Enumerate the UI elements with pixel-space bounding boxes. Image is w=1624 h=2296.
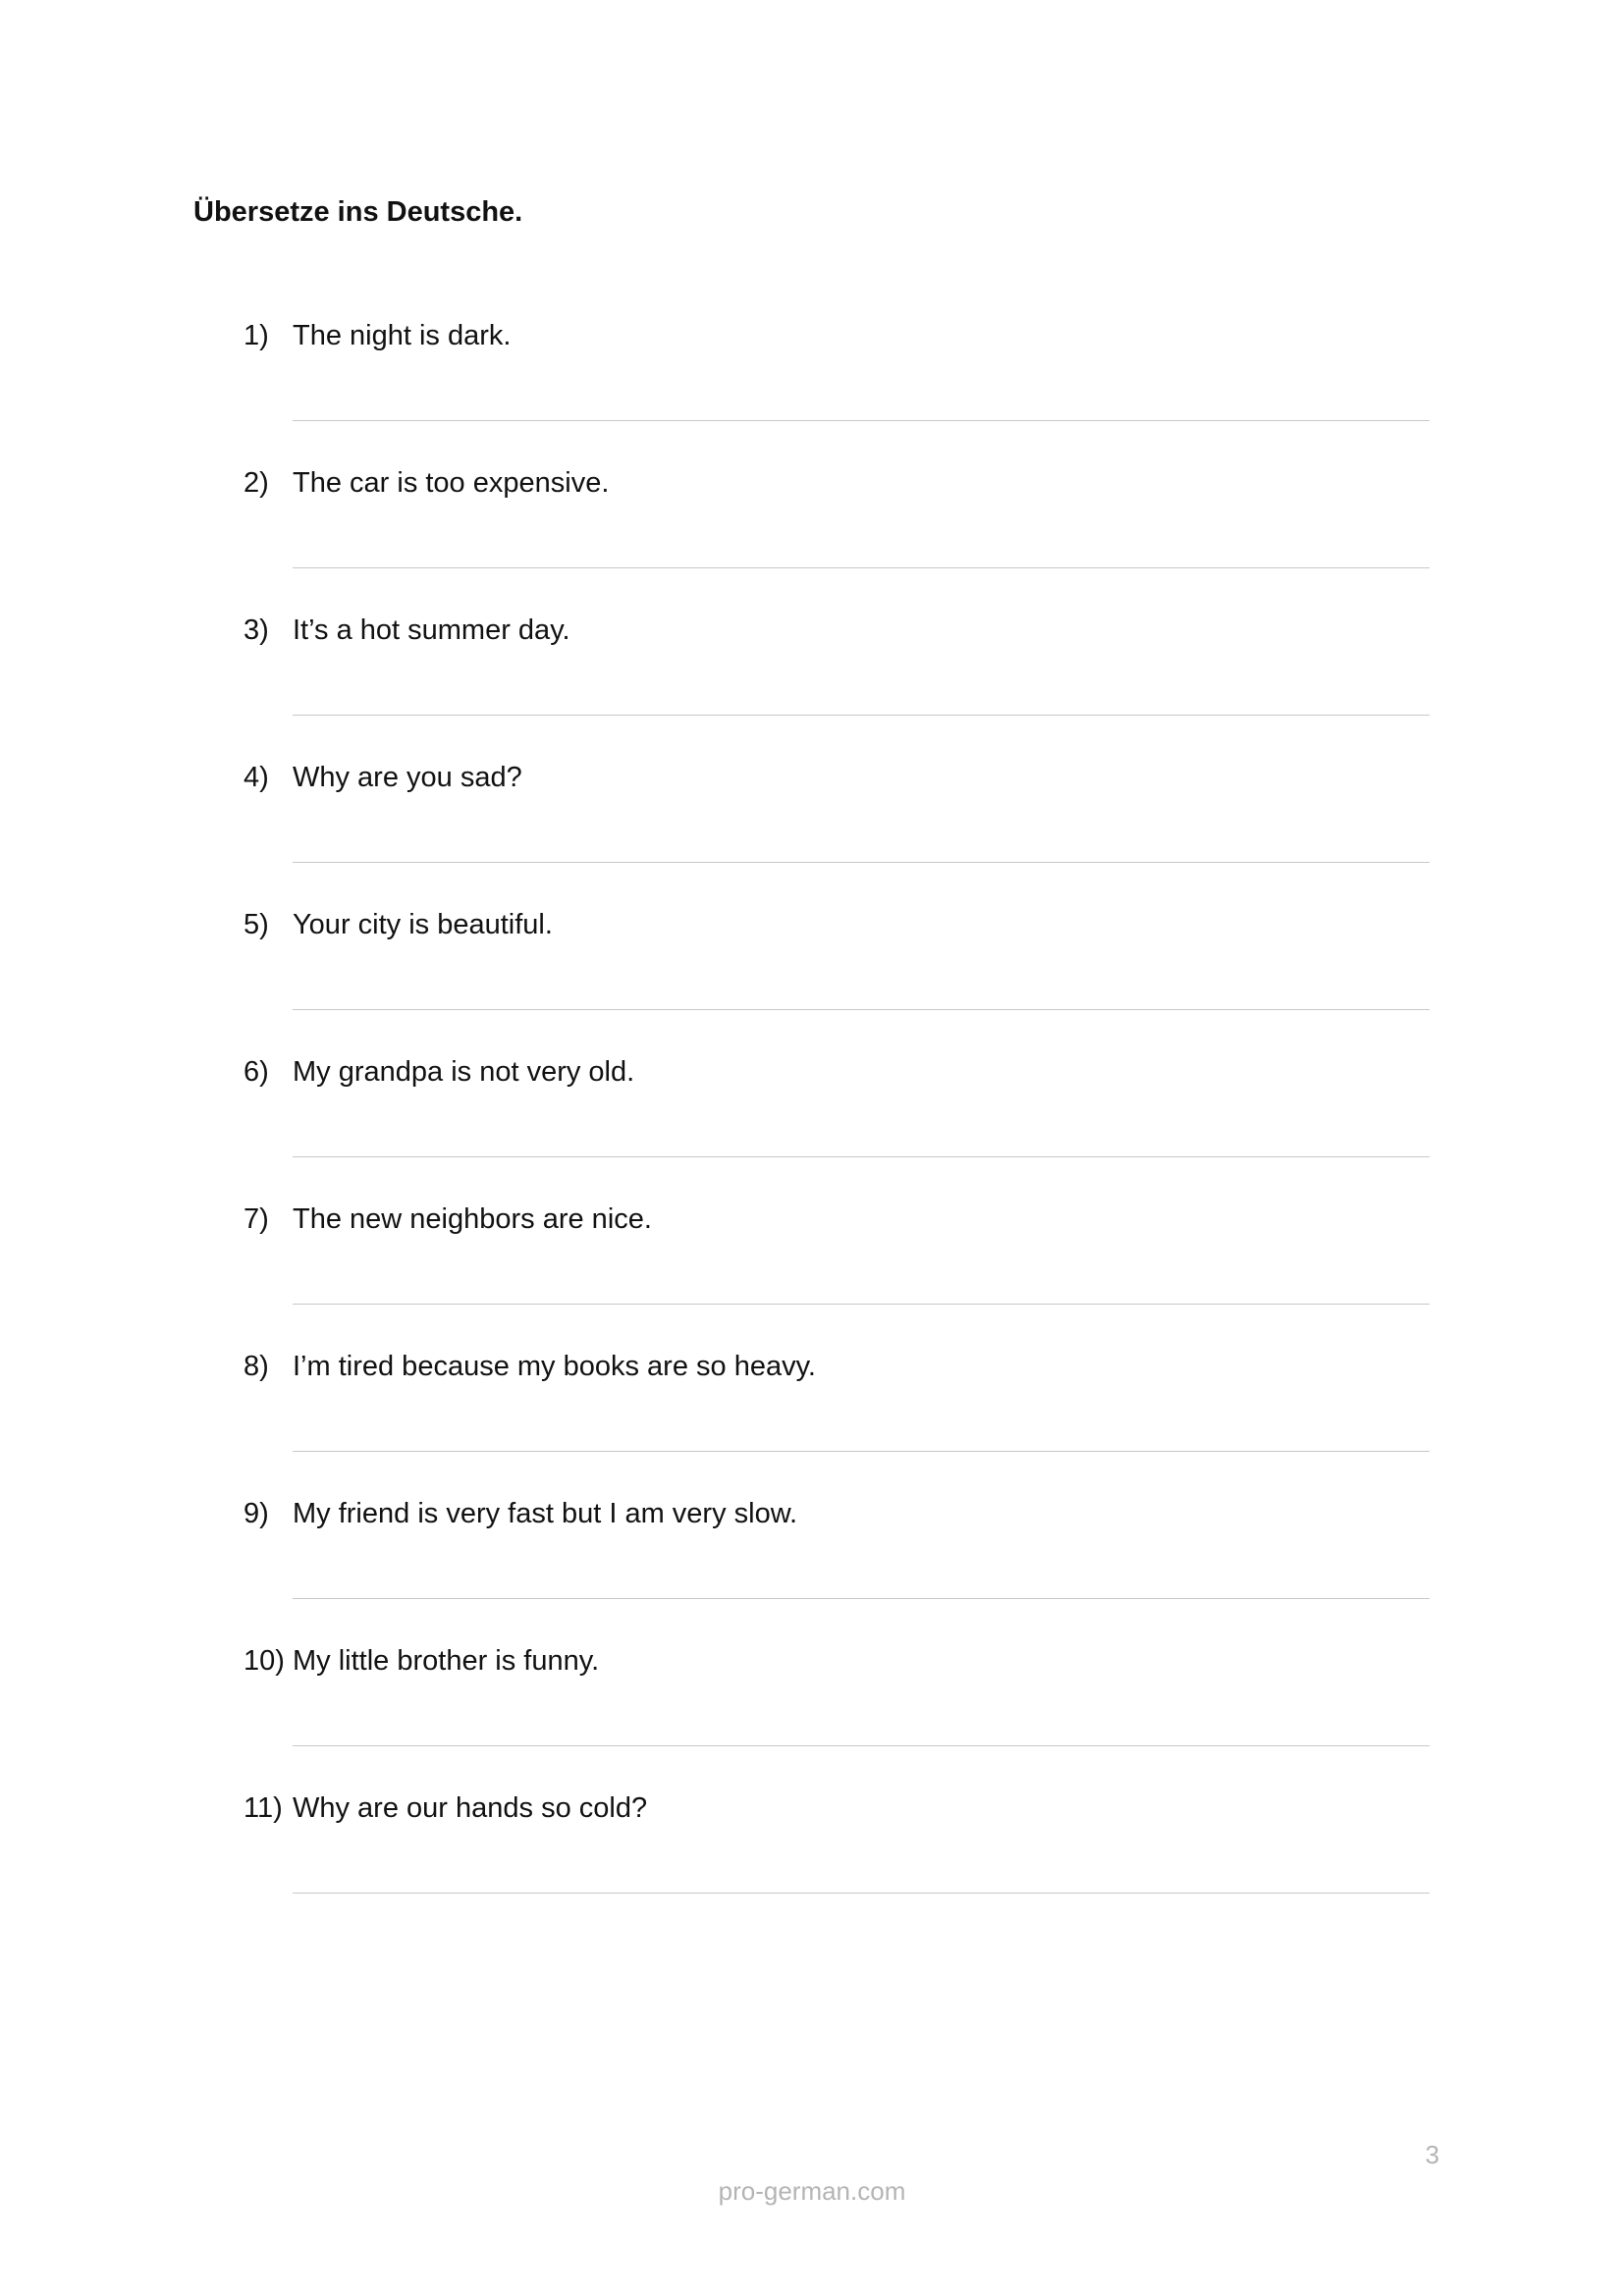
answer-line[interactable] bbox=[293, 420, 1430, 421]
exercise-item bbox=[244, 1787, 1432, 1934]
answer-line[interactable] bbox=[293, 1598, 1430, 1599]
item-number: 10) bbox=[244, 1645, 285, 1677]
exercise-list bbox=[244, 314, 1432, 1934]
exercise-item bbox=[244, 1345, 1432, 1492]
footer-website: pro-german.com bbox=[718, 2176, 906, 2206]
exercise-item bbox=[244, 609, 1432, 756]
item-number: 8) bbox=[244, 1351, 269, 1382]
answer-line[interactable] bbox=[293, 567, 1430, 568]
answer-line[interactable] bbox=[293, 1304, 1430, 1305]
exercise-item bbox=[244, 461, 1432, 609]
item-number: 9) bbox=[244, 1498, 269, 1529]
item-number: 2) bbox=[244, 467, 269, 499]
item-sentence: It’s a hot summer day. bbox=[293, 614, 570, 646]
answer-line[interactable] bbox=[293, 862, 1430, 863]
item-number: 4) bbox=[244, 762, 269, 793]
answer-line[interactable] bbox=[293, 715, 1430, 716]
exercise-item bbox=[244, 1198, 1432, 1345]
item-number: 3) bbox=[244, 614, 269, 646]
exercise-item bbox=[244, 1639, 1432, 1787]
instruction-heading: Übersetze ins Deutsche. bbox=[193, 196, 523, 228]
item-number: 5) bbox=[244, 909, 269, 940]
item-sentence: The car is too expensive. bbox=[293, 467, 610, 499]
exercise-item bbox=[244, 756, 1432, 903]
answer-line[interactable] bbox=[293, 1156, 1430, 1157]
exercise-item bbox=[244, 1492, 1432, 1639]
answer-line[interactable] bbox=[293, 1009, 1430, 1010]
item-sentence: The new neighbors are nice. bbox=[293, 1203, 652, 1235]
item-sentence: My grandpa is not very old. bbox=[293, 1056, 635, 1088]
answer-line[interactable] bbox=[293, 1893, 1430, 1894]
exercise-item bbox=[244, 903, 1432, 1050]
item-number: 11) bbox=[244, 1792, 283, 1824]
item-sentence: The night is dark. bbox=[293, 320, 512, 351]
item-sentence: I’m tired because my books are so heavy. bbox=[293, 1351, 816, 1382]
item-number: 1) bbox=[244, 320, 269, 351]
page-number: 3 bbox=[1425, 2140, 1439, 2169]
answer-line[interactable] bbox=[293, 1451, 1430, 1452]
item-sentence: Why are you sad? bbox=[293, 762, 522, 793]
item-sentence: Your city is beautiful. bbox=[293, 909, 553, 940]
item-sentence: My friend is very fast but I am very slow. bbox=[293, 1498, 798, 1529]
answer-line[interactable] bbox=[293, 1745, 1430, 1746]
exercise-item bbox=[244, 1050, 1432, 1198]
item-sentence: My little brother is funny. bbox=[293, 1645, 600, 1677]
exercise-item bbox=[244, 314, 1432, 461]
item-sentence: Why are our hands so cold? bbox=[293, 1792, 648, 1824]
item-number: 6) bbox=[244, 1056, 269, 1088]
item-number: 7) bbox=[244, 1203, 269, 1235]
